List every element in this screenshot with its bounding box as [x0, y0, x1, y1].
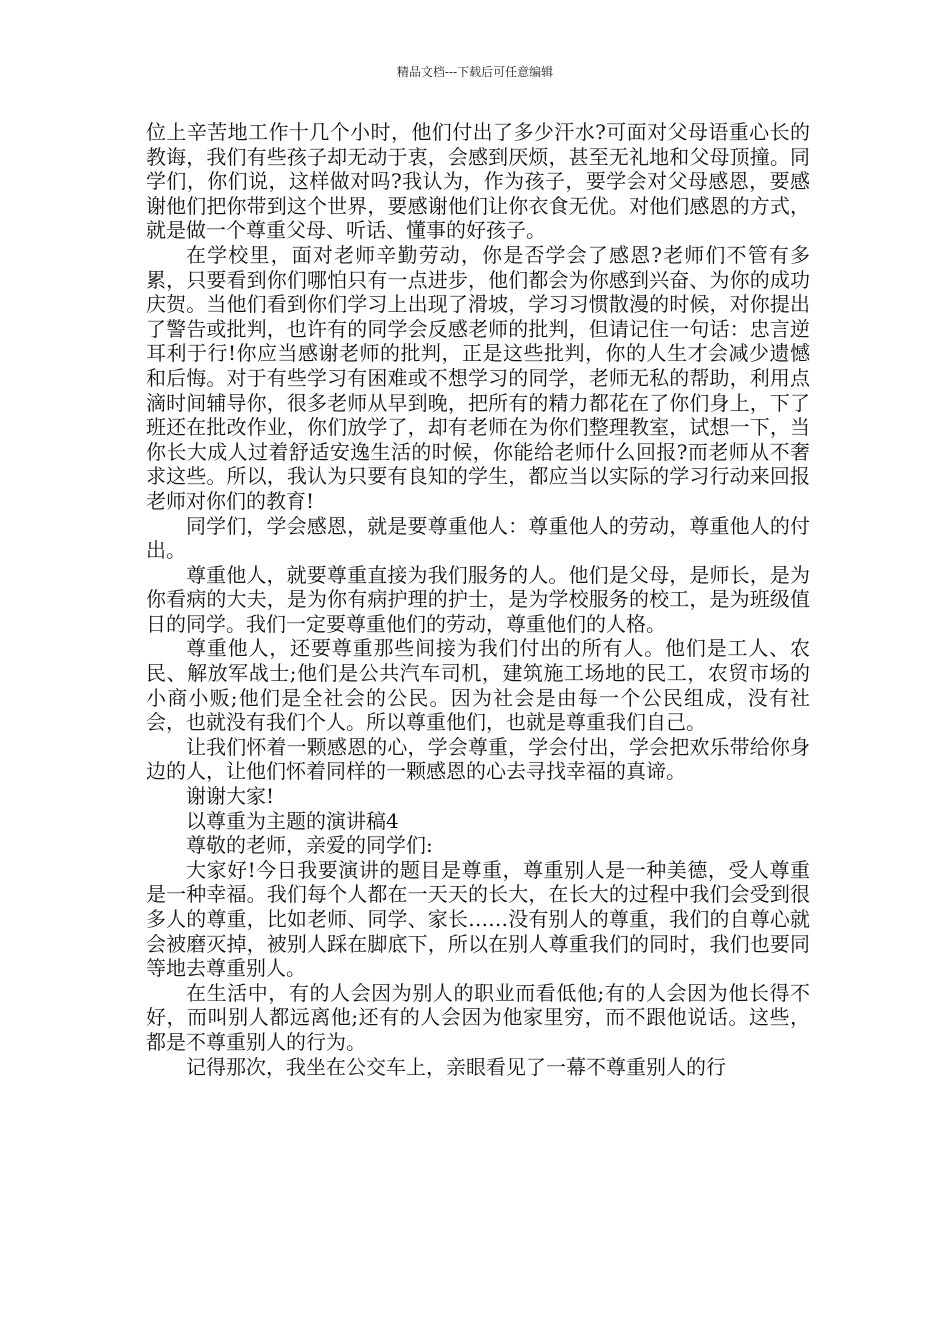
- paragraph-teachers: 在学校里，面对老师辛勤劳动，你是否学会了感恩?老师们不管有多累，只要看到你们哪怕只有一点进步，他们都会为你感到兴奋、为你的成功庆贺。当他们看到你们学习上出现了滑坡，学习习惯散漫的时候，对你提出了警告或批判，也许有的同学会反感老师的批判，但请记住一句话：忠言逆耳利于行!你应当感谢老师的批判，正是这些批判，你的人生才会减少遗憾和后悔。对于有些学习有困难或不想学习的同学，老师无私的帮助，利用点滴时间辅导你，很多老师从早到晚，把所有的精力都花在了你们身上，下了班还在批改作业，你们放学了，却有老师在为你们整理教室，试想一下，当你长大成人过着舒适安逸生活的时候，你能给老师什么回报?而老师从不奢求这些。所以，我认为只要有良知的学生，都应当以实际的学习行动来回报老师对你们的教育!: [146, 242, 810, 513]
- paragraph-grateful-heart: 让我们怀着一颗感恩的心，学会尊重，学会付出，学会把欢乐带给你身边的人，让他们怀着同样的一颗感恩的心去寻找幸福的真谛。: [146, 734, 810, 784]
- paragraph-indirect-service: 尊重他人，还要尊重那些间接为我们付出的所有人。他们是工人、农民、解放军战士;他们是公共汽车司机，建筑施工场地的民工，农贸市场的小商小贩;他们是全社会的公民。因为社会是由每一个公民组成，没有社会，也就没有我们个人。所以尊重他们，也就是尊重我们自己。: [146, 636, 810, 735]
- paragraph-speech-intro: 大家好!今日我要演讲的题目是尊重，尊重别人是一种美德，受人尊重是一种幸福。我们每个人都在一天天的长大，在长大的过程中我们会受到很多人的尊重，比如老师、同学、家长……没有别人的尊重，我们的自尊心就会被磨灭掉，被别人踩在脚底下，所以在别人尊重我们的同时，我们也要同等地去尊重别人。: [146, 857, 810, 981]
- paragraph-greeting: 尊敬的老师，亲爱的同学们:: [186, 833, 433, 858]
- paragraph-direct-service: 尊重他人，就要尊重直接为我们服务的人。他们是父母，是师长，是为你看病的大夫，是为你有病护理的护士，是为学校服务的校工，是为班级值日的同学。我们一定要尊重他们的劳动，尊重他们的人格。: [146, 562, 810, 636]
- document-body: [146, 120, 810, 1079]
- paragraph-life-examples: 在生活中，有的人会因为别人的职业而看低他;有的人会因为他长得不好，而叫别人都远离他;还有的人会因为他家里穷，而不跟他说话。这些，都是不尊重别人的行为。: [146, 980, 810, 1054]
- paragraph-respect-others: 同学们，学会感恩，就是要尊重他人：尊重他人的劳动，尊重他人的付出。: [146, 513, 810, 563]
- paragraph-thanks: 谢谢大家!: [186, 784, 275, 809]
- section-title: 以尊重为主题的演讲稿4: [186, 808, 399, 833]
- paragraph-continuation: 位上辛苦地工作十几个小时，他们付出了多少汗水?可面对父母语重心长的教诲，我们有些孩子却无动于衷，会感到厌烦，甚至无礼地和父母顶撞。同学们，你们说，这样做对吗?我认为，作为孩子，要学会对父母感恩，要感谢他们把你带到这个世界，要感谢他们让你衣食无优。对他们感恩的方式，就是做一个尊重父母、听话、懂事的好孩子。: [146, 120, 810, 243]
- page-header: 精品文档---下载后可任意编辑: [396, 65, 554, 79]
- paragraph-bus-story: 记得那次，我坐在公交车上，亲眼看见了一幕不尊重别人的行: [186, 1054, 726, 1079]
